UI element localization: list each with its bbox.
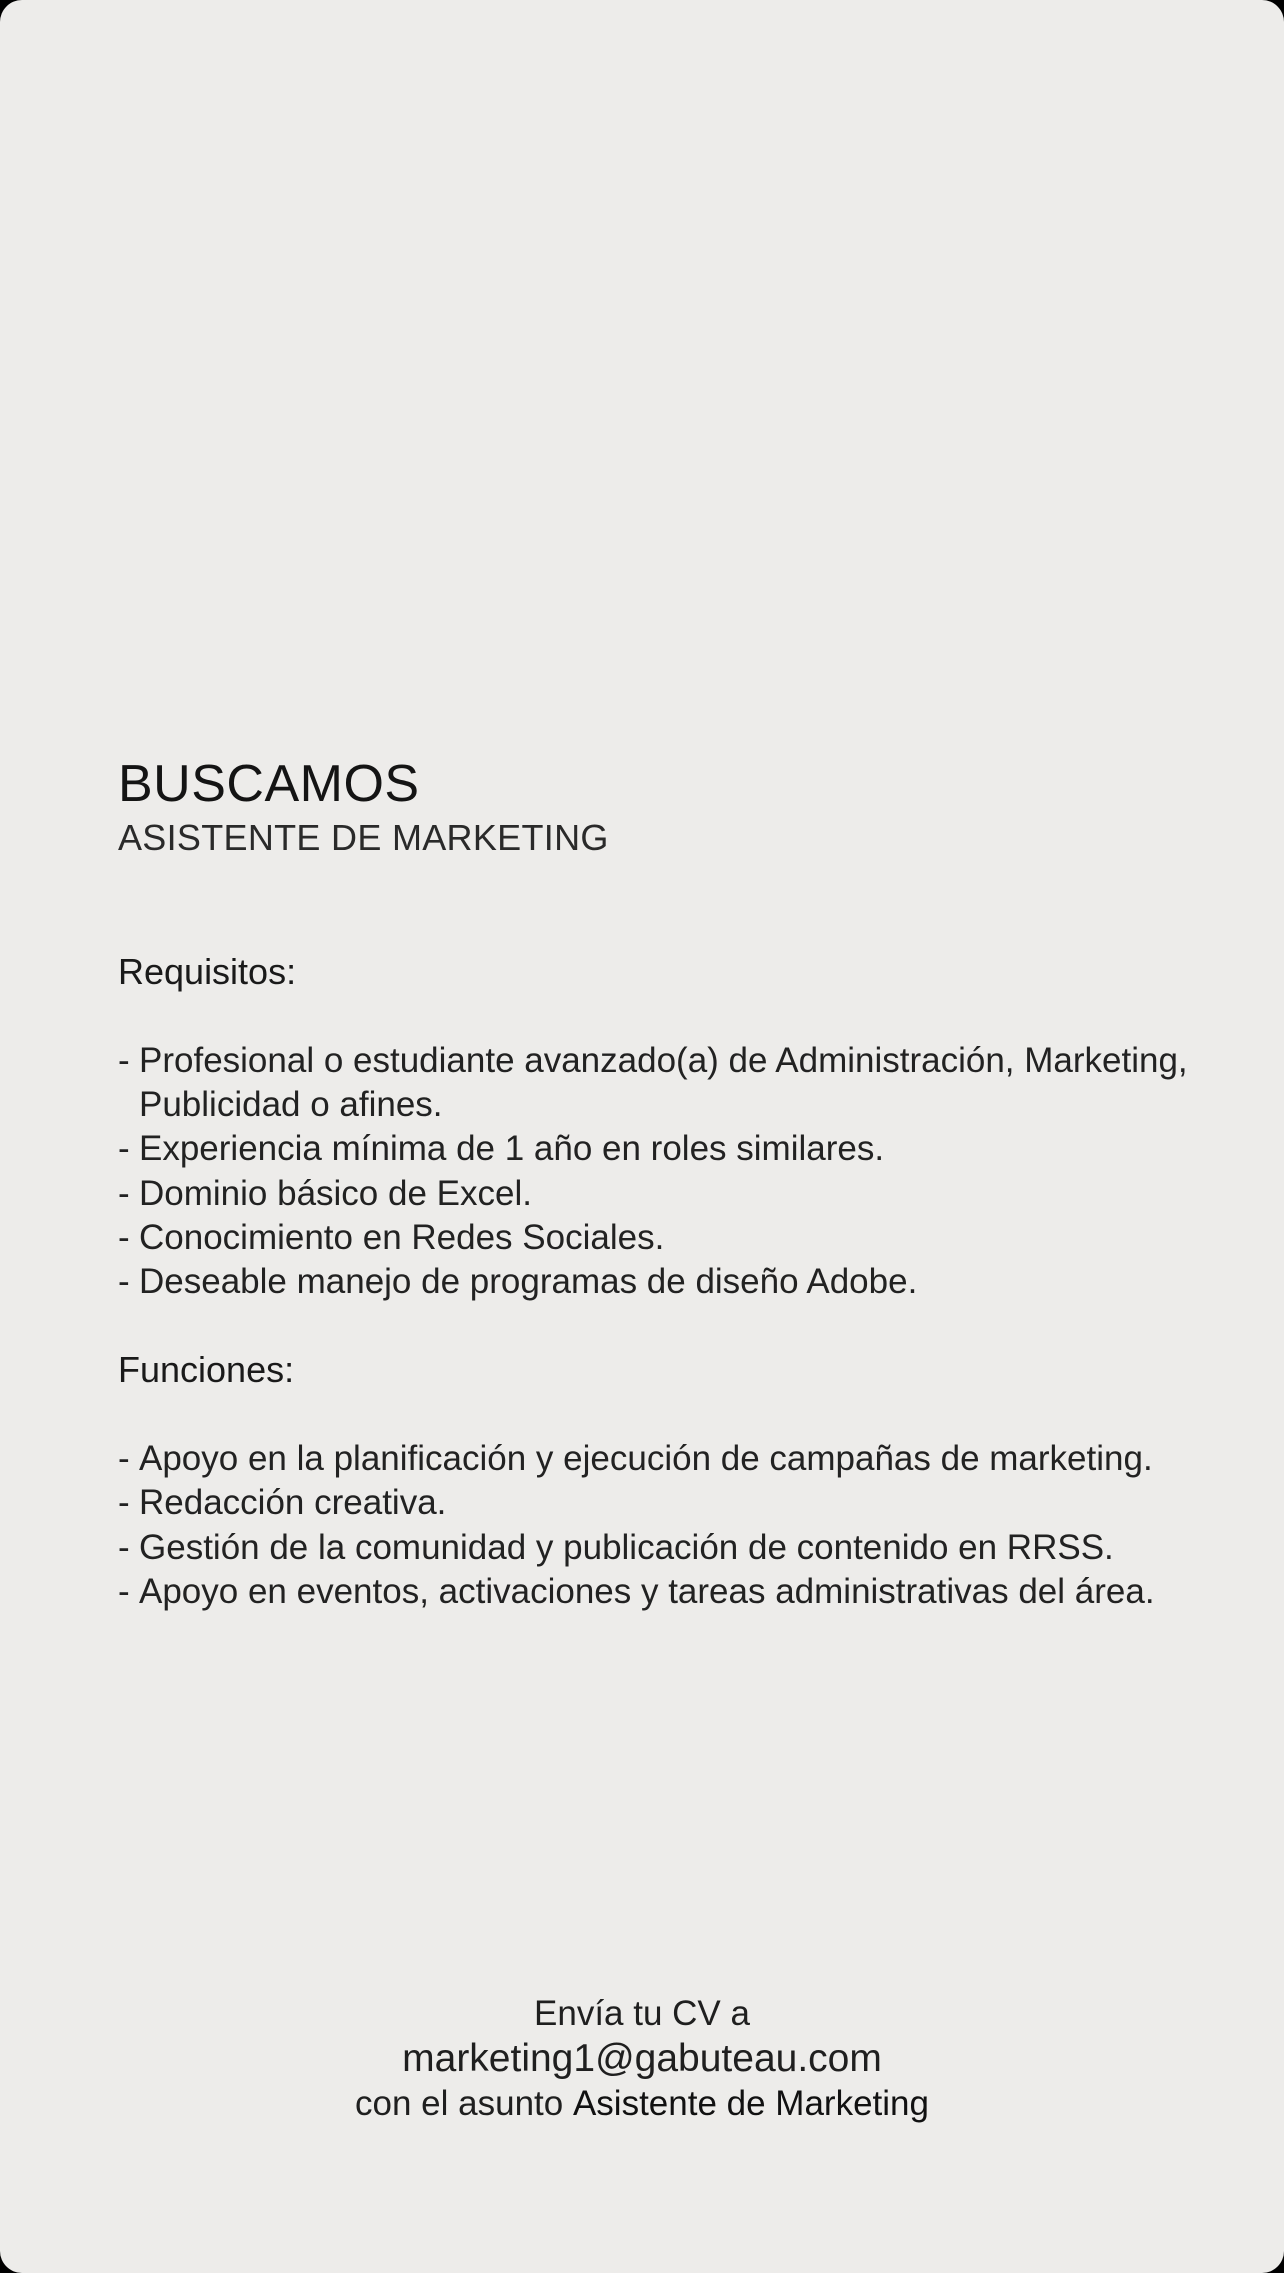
requirements-list — [118, 1039, 1198, 1304]
job-post-content — [118, 752, 1198, 1614]
contact-email-link[interactable]: marketing1@gabuteau.com — [402, 2037, 882, 2080]
subject-text: Asistente de Marketing — [572, 2084, 929, 2123]
job-position-subtitle: ASISTENTE DE MARKETING — [118, 817, 609, 858]
requirement-item: - Deseable manejo de programas de diseño Adobe. — [118, 1260, 1198, 1304]
subject-line — [0, 2082, 1284, 2126]
requirement-item: - Profesional o estudiante avanzado(a) de Administración, Marketing, Publicidad o afines. — [118, 1039, 1198, 1127]
application-instructions — [0, 1992, 1284, 2126]
function-item: - Apoyo en eventos, activaciones y tareas administrativas del área. — [118, 1570, 1198, 1614]
function-item: - Apoyo en la planificación y ejecución de campañas de marketing. — [118, 1437, 1198, 1481]
function-item: - Gestión de la comunidad y publicación de contenido en RRSS. — [118, 1526, 1198, 1570]
function-item: - Redacción creativa. — [118, 1481, 1198, 1525]
send-cv-text: Envía tu CV a — [534, 1994, 750, 2033]
requirement-item: - Experiencia mínima de 1 año en roles similares. — [118, 1127, 1198, 1171]
requirement-item: - Conocimiento en Redes Sociales. — [118, 1216, 1198, 1260]
requirements-heading: Requisitos: — [118, 951, 297, 992]
page-title: BUSCAMOS — [118, 755, 420, 813]
subject-prefix: con el asunto — [355, 2084, 573, 2123]
functions-list — [118, 1437, 1198, 1614]
functions-heading: Funciones: — [118, 1349, 295, 1391]
requirement-item: - Dominio básico de Excel. — [118, 1172, 1198, 1216]
